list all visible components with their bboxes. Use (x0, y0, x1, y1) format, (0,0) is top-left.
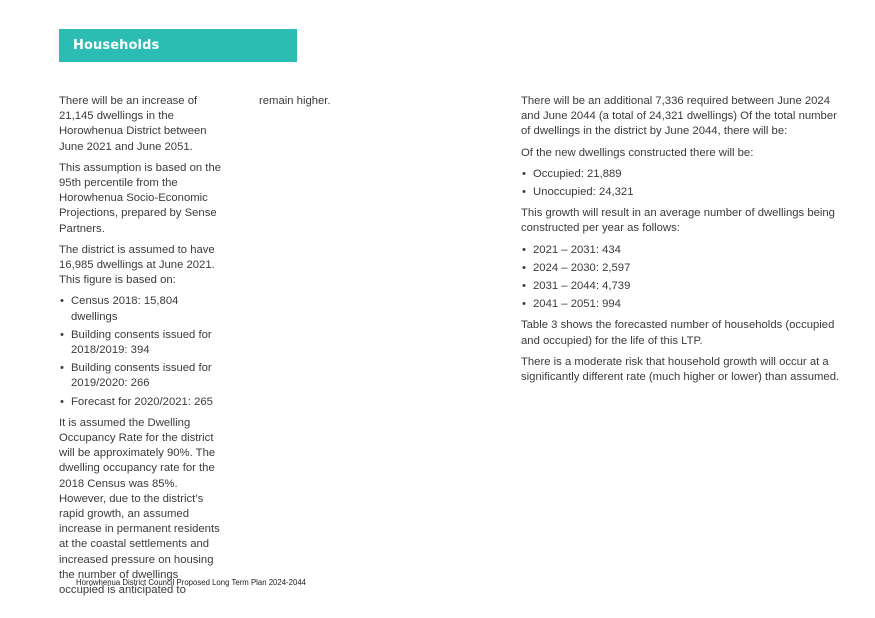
list-item: • Building consents issued for 2019/2020: 266 (59, 361, 224, 391)
text-column-2 (259, 94, 459, 115)
list-item: • 2021 – 2031: 434 (521, 243, 846, 258)
list-item: • Building consents issued for 2018/2019: 394 (59, 328, 224, 358)
paragraph-growth-rate: This growth will result in an average number of dwellings being constructed per year as follows: (521, 207, 835, 235)
section-header-bar (59, 29, 297, 62)
list-item: • 2041 – 2051: 994 (521, 297, 846, 312)
list-item: • Occupied: 21,889 (521, 167, 846, 182)
list-item: • 2031 – 2044: 4,739 (521, 279, 846, 294)
paragraph-risk: There is a moderate risk that household growth will occur at a significantly different rate (much higher or lower) than assumed. (521, 355, 840, 384)
paragraph-assumption-basis: This assumption is based on the 95th percentile from the Horowhenua Socio-Economic Projections, prepared by Sense Partners. (59, 161, 222, 235)
list-item: • 2024 – 2030: 2,597 (521, 261, 846, 276)
paragraph-dwelling-increase: There will be an increase of 21,145 dwellings in the Horowhenua District between June 2021 and June 2051. (59, 95, 207, 153)
yearly-construction-list (521, 243, 846, 313)
text-column-1 (59, 94, 224, 604)
section-title: Households (73, 38, 160, 53)
paragraph-continued: remain higher. (259, 95, 331, 107)
page-footer: Horowhenua District Council Proposed Long Term Plan 2024-2044 (76, 578, 306, 587)
list-item: • Census 2018: 15,804 dwellings (59, 294, 224, 324)
text-column-3 (521, 94, 846, 391)
paragraph-occupancy-rate: It is assumed the Dwelling Occupancy Rate for the district will be approximately 90%. The dwelling occupancy rate for the 2018 Census was 85%. However, due to the district’s rapid growth, an assumed increase in permanent residents at the coastal settlements and increased pressure on housing the number of dwellings occupied is anticipated to (59, 416, 220, 597)
paragraph-june-2021-dwellings: The district is assumed to have 16,985 dwellings at June 2021. This figure is based on: (59, 243, 215, 287)
occupancy-list (521, 167, 846, 200)
paragraph-table-reference: Table 3 shows the forecasted number of households (occupied and occupied) for the life of this LTP. (521, 319, 835, 347)
paragraph-new-dwellings: Of the new dwellings constructed there will be: (521, 146, 754, 159)
dwelling-basis-list (59, 294, 224, 409)
list-item: • Unoccupied: 24,321 (521, 185, 846, 200)
list-item: • Forecast for 2020/2021: 265 (59, 395, 224, 410)
paragraph-additional-dwellings: There will be an additional 7,336 required between June 2024 and June 2044 (a total of 24,321 dwellings) Of the total number of dwellings in the district by June 2044, there will be: (521, 95, 837, 138)
